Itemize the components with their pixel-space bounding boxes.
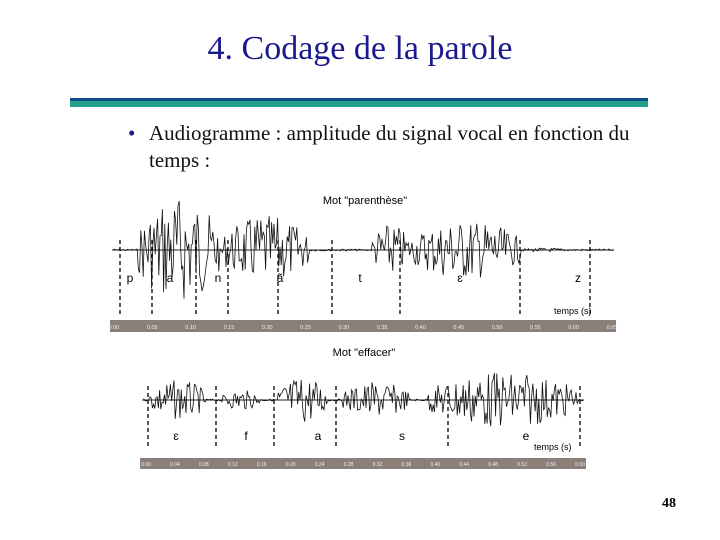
slide-title: 4. Codage de la parole [207, 30, 513, 67]
bottom-tick-label: 0.52 [517, 462, 528, 468]
top-tick-label: 0.10 [185, 325, 196, 331]
top-panel-caption: Mot "parenthèse" [322, 195, 408, 207]
bottom-phoneme-label: f [244, 429, 248, 443]
top-tick-label: 0.55 [530, 325, 541, 331]
top-phoneme-label: ɛ [457, 271, 463, 285]
title-divider [70, 98, 648, 107]
top-tick-label: 0.00 [108, 325, 120, 331]
top-phoneme-label: p [126, 271, 134, 285]
bottom-tick-label: 0.12 [227, 462, 238, 468]
top-phoneme-label: z [575, 271, 581, 285]
top-tick-label: 0.65 [606, 325, 618, 331]
top-tick-label: 0.15 [223, 325, 235, 331]
bottom-tick-label: 0.24 [314, 462, 325, 468]
top-phoneme-label: a [166, 271, 174, 285]
bottom-phoneme-label: s [399, 429, 405, 443]
bottom-tick-label: 0.32 [372, 462, 383, 468]
top-tick-label: 0.45 [453, 325, 465, 331]
top-tick-label: 0.35 [376, 325, 388, 331]
bottom-tick-label: 0.20 [285, 462, 296, 468]
top-phoneme-label: n [214, 271, 222, 285]
top-phoneme-label: ã [276, 271, 284, 285]
top-tick-label: 0.05 [146, 325, 158, 331]
page-number: 48 [662, 496, 676, 511]
top-phoneme-label: t [358, 271, 362, 285]
bottom-panel-caption: Mot "effacer" [332, 347, 396, 359]
top-tick-label: 0.20 [261, 325, 273, 331]
bottom-phoneme-label: e [522, 429, 530, 443]
bottom-tick-label: 0.48 [488, 462, 499, 468]
bottom-tick-label: 0.40 [430, 462, 441, 468]
top-tick-label: 0.60 [568, 325, 580, 331]
top-tick-label: 0.30 [338, 325, 350, 331]
top-phoneme-labels [127, 271, 581, 285]
bottom-phoneme-labels [173, 429, 529, 443]
bullet-text: Audiogramme : amplitude du signal vocal en fonction du temps : [149, 121, 630, 172]
audiogram-figure [110, 186, 616, 472]
bottom-tick-label: 0.44 [459, 462, 470, 468]
top-tick-label: 0.50 [491, 325, 503, 331]
bottom-phoneme-label: a [314, 429, 322, 443]
bottom-tick-label: 0.00 [141, 462, 151, 468]
bottom-tick-label: 0.60 [575, 462, 585, 468]
top-panel [109, 195, 618, 332]
top-tick-label: 0.25 [300, 325, 311, 331]
bottom-time-label: temps (s) [534, 442, 572, 452]
bottom-tick-label: 0.28 [343, 462, 354, 468]
top-time-label: temps (s) [554, 306, 592, 316]
bottom-phoneme-label: ɛ [173, 429, 179, 443]
bottom-tick-label: 0.56 [546, 462, 556, 468]
bottom-tick-label: 0.16 [256, 462, 267, 468]
bottom-panel [140, 347, 586, 469]
bottom-tick-label: 0.36 [401, 462, 412, 468]
bottom-tick-label: 0.08 [198, 462, 209, 468]
bullet-marker: • [128, 121, 136, 145]
top-tick-label: 0.40 [415, 325, 426, 331]
bottom-tick-label: 0.04 [170, 462, 180, 468]
bullet-point [128, 120, 648, 174]
